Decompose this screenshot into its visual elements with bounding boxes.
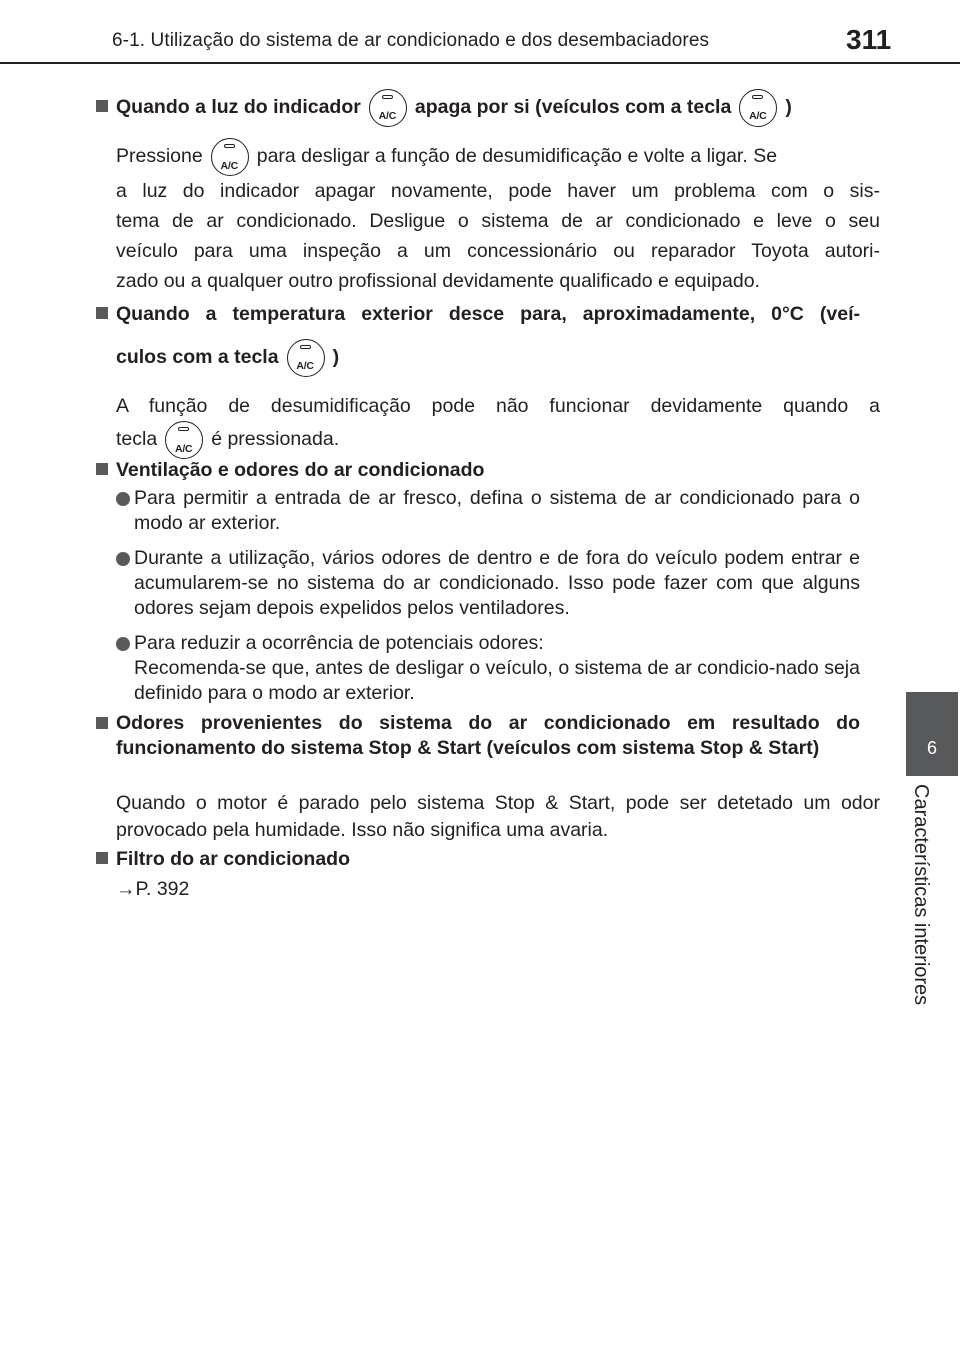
chapter-title: 6-1. Utilização do sistema de ar condicionado e dos desembaciadores	[112, 30, 710, 51]
ac-button-icon: A/C	[165, 421, 203, 459]
ac-button-icon: A/C	[287, 339, 325, 377]
page-number: 311	[846, 24, 892, 55]
page-header	[0, 0, 960, 62]
square-bullet-icon	[96, 463, 108, 475]
section-ac-filter: Filtro do ar condicionado	[96, 846, 860, 873]
section-stop-start-body: Quando o motor é parado pelo sistema Stop & Start, pode ser detetado um odor provocado pela humidade. Isso não significa uma avaria.	[116, 792, 880, 841]
square-bullet-icon	[96, 100, 108, 112]
round-bullet-icon	[116, 637, 130, 651]
chapter-tab-label-wrap	[900, 784, 960, 1024]
bullet-list	[96, 486, 860, 706]
section-heading: Quando a luz do indicador A/C apaga por si (veículos com a tecla A/C )	[96, 89, 860, 127]
round-bullet-icon	[116, 552, 130, 566]
square-bullet-icon	[96, 307, 108, 319]
square-bullet-icon	[96, 852, 108, 864]
section-indicator-off-body: Pressione A/C para desligar a função de desumidificação e volte a ligar. Se a luz do indicador apagar novamente, pode haver um problema com o sis- tema de ar condicionado. Desligue o sistema de ar condicionado e leve o seu veículo para uma inspeção a um concessionário ou reparador Toyota autori- zado ou a qualquer outro profissional devidamente qualificado e equipado.	[96, 138, 880, 296]
ac-button-icon: A/C	[211, 138, 249, 176]
section-ventilation-odors: Ventilação e odores do ar condicionado	[96, 457, 860, 484]
section-low-temperature: Quando a temperatura exterior desce para, aproximadamente, 0°C (veí-	[96, 301, 860, 328]
list-item: Para permitir a entrada de ar fresco, defina o sistema de ar condicionado para o modo ar exterior.	[96, 486, 860, 536]
section-low-temperature-cont: culos com a tecla A/C )	[96, 339, 880, 377]
section-low-temperature-body: A função de desumidificação pode não funcionar devidamente quando a tecla A/C é pressionada.	[96, 392, 880, 459]
ac-button-icon: A/C	[739, 89, 777, 127]
round-bullet-icon	[116, 492, 130, 506]
chapter-tab	[906, 692, 958, 776]
ac-button-icon: A/C	[369, 89, 407, 127]
section-ac-filter-reference	[96, 875, 880, 904]
page-reference-link[interactable]: →P. 392	[116, 878, 190, 900]
header-rule	[0, 62, 960, 64]
list-item: Durante a utilização, vários odores de dentro e de fora do veículo podem entrar e acumularem-se no sistema do ar condicionado. Isso pode fazer com que alguns odores sejam depois expelidos pelos ventiladores.	[96, 546, 860, 621]
section-stop-start-odors: Odores provenientes do sistema do ar condicionado em resultado do funcionamento do sistema Stop & Start (veículos com sistema Stop & Start)	[96, 711, 860, 761]
list-item: Para reduzir a ocorrência de potenciais odores: Recomenda-se que, antes de desligar o veículo, o sistema de ar condicio-nado seja definido para o modo ar exterior.	[96, 631, 860, 706]
chapter-tab-label: Características interiores	[910, 784, 932, 1006]
section-indicator-off	[96, 89, 860, 127]
square-bullet-icon	[96, 717, 108, 729]
chapter-tab-number: 6	[926, 738, 937, 758]
